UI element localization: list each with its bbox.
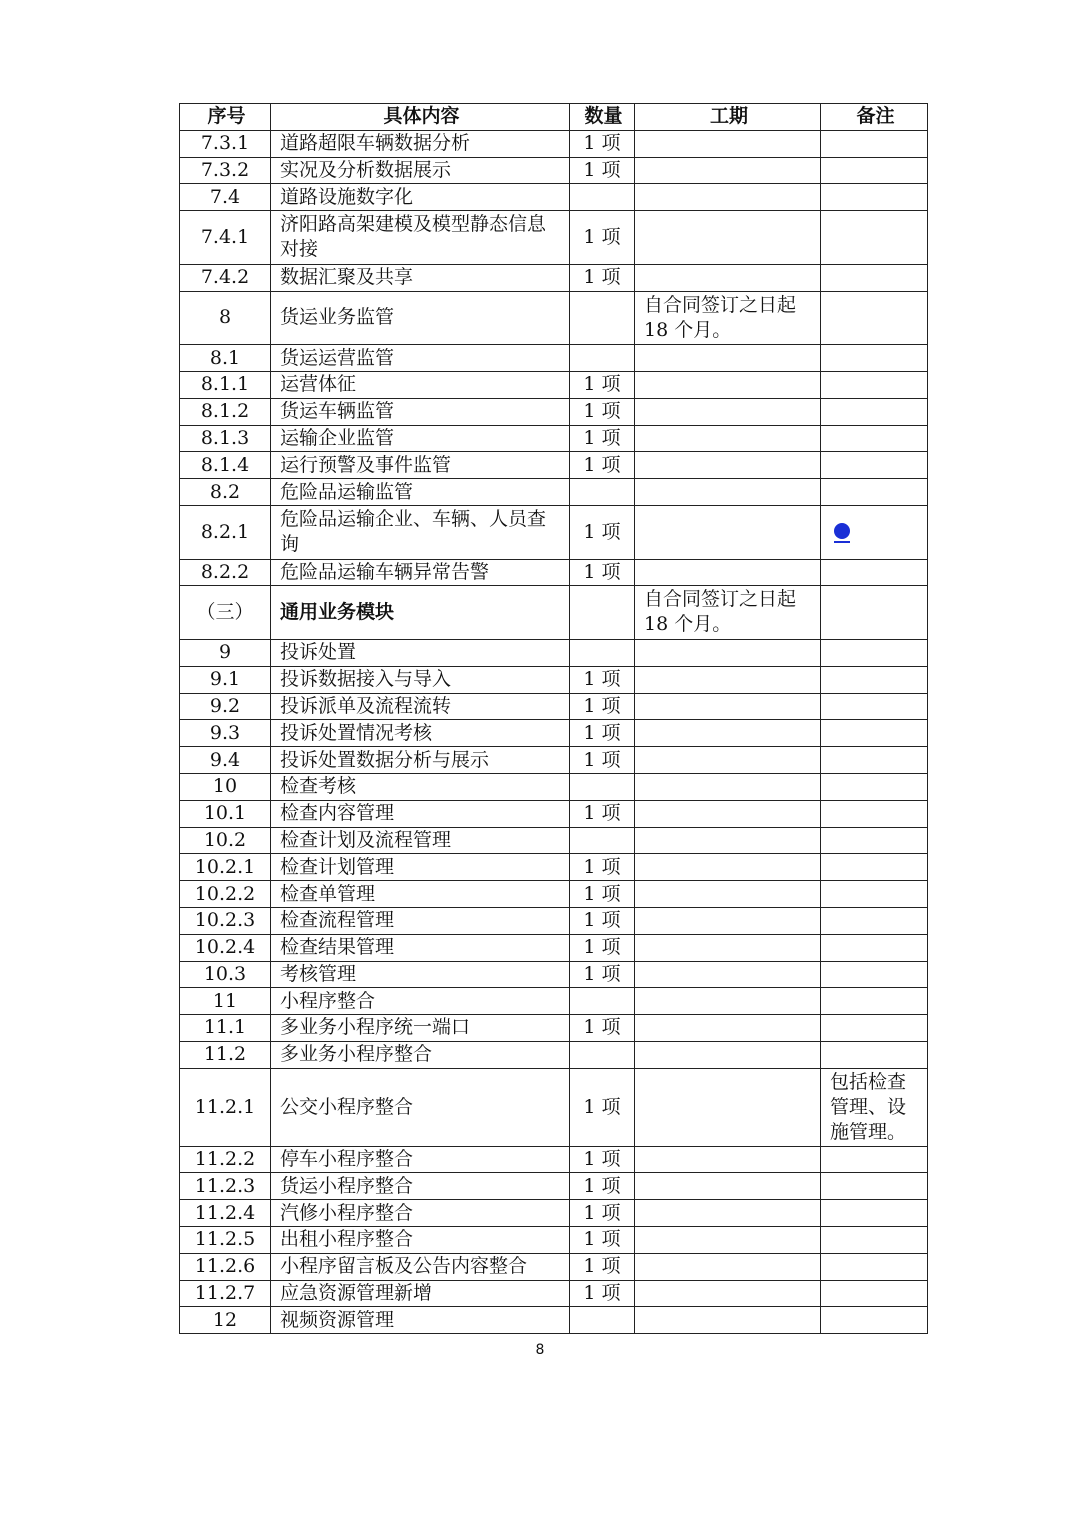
row-serial-cell: 8.1.4 — [180, 452, 271, 479]
row-note-cell — [821, 720, 928, 747]
row-period-cell — [635, 1307, 821, 1334]
row-serial-cell: 11.2.3 — [180, 1173, 271, 1200]
table-row — [180, 264, 928, 291]
row-quantity-cell: 1 项 — [570, 1146, 635, 1173]
row-serial-cell: 10.2 — [180, 827, 271, 854]
row-period-cell — [635, 1280, 821, 1307]
row-content-cell: 检查内容管理 — [271, 800, 570, 827]
row-quantity-cell: 1 项 — [570, 1227, 635, 1254]
row-note-cell — [821, 291, 928, 345]
row-content-cell: 济阳路高架建模及模型静态信息对接 — [271, 211, 570, 265]
row-period-cell — [635, 398, 821, 425]
row-serial-cell: 8.1.1 — [180, 371, 271, 398]
row-serial-cell: 9 — [180, 639, 271, 666]
row-note-cell — [821, 1307, 928, 1334]
row-content-cell: 危险品运输车辆异常告警 — [271, 559, 570, 586]
row-note-cell — [821, 398, 928, 425]
row-period-cell — [635, 773, 821, 800]
row-serial-cell: 11.2.5 — [180, 1227, 271, 1254]
row-note-cell — [821, 586, 928, 640]
row-quantity-cell: 1 项 — [570, 961, 635, 988]
row-period-cell — [635, 1200, 821, 1227]
row-period-cell — [635, 1146, 821, 1173]
row-note-cell: 包括检查管理、设施管理。 — [821, 1068, 928, 1146]
table-row — [180, 586, 928, 640]
row-content-cell: 投诉数据接入与导入 — [271, 666, 570, 693]
row-period-cell — [635, 747, 821, 774]
row-quantity-cell — [570, 639, 635, 666]
table-row — [180, 211, 928, 265]
row-quantity-cell: 1 项 — [570, 666, 635, 693]
row-period-cell — [635, 934, 821, 961]
row-serial-cell: 11.2.2 — [180, 1146, 271, 1173]
header-period: 工期 — [635, 104, 821, 131]
table-row — [180, 693, 928, 720]
row-quantity-cell: 1 项 — [570, 693, 635, 720]
row-quantity-cell: 1 项 — [570, 881, 635, 908]
row-quantity-cell — [570, 184, 635, 211]
row-content-cell: 小程序整合 — [271, 988, 570, 1015]
row-note-cell — [821, 345, 928, 372]
row-content-cell: 实况及分析数据展示 — [271, 157, 570, 184]
table-row — [180, 1041, 928, 1068]
work-items-table — [179, 103, 928, 1334]
header-row — [180, 104, 928, 131]
row-content-cell: 道路超限车辆数据分析 — [271, 130, 570, 157]
row-serial-cell: 11.1 — [180, 1015, 271, 1042]
row-content-cell: 多业务小程序整合 — [271, 1041, 570, 1068]
row-note-cell — [821, 934, 928, 961]
row-content-cell: 货运小程序整合 — [271, 1173, 570, 1200]
row-note-cell — [821, 559, 928, 586]
row-quantity-cell — [570, 291, 635, 345]
row-note-cell — [821, 666, 928, 693]
row-period-cell — [635, 345, 821, 372]
row-note-cell — [821, 1173, 928, 1200]
row-serial-cell: 8.2 — [180, 479, 271, 506]
row-quantity-cell: 1 项 — [570, 157, 635, 184]
row-quantity-cell: 1 项 — [570, 1173, 635, 1200]
row-serial-cell: 8.1.2 — [180, 398, 271, 425]
row-period-cell — [635, 425, 821, 452]
table-row — [180, 1227, 928, 1254]
row-content-cell: 多业务小程序统一端口 — [271, 1015, 570, 1042]
row-serial-cell: 10.3 — [180, 961, 271, 988]
row-content-cell: 运营体征 — [271, 371, 570, 398]
row-note-cell — [821, 988, 928, 1015]
row-quantity-cell: 1 项 — [570, 130, 635, 157]
table-row — [180, 961, 928, 988]
row-note-cell — [821, 693, 928, 720]
row-period-cell — [635, 961, 821, 988]
row-note-cell — [821, 505, 928, 559]
row-note-cell — [821, 961, 928, 988]
row-note-cell — [821, 1041, 928, 1068]
row-note-cell — [821, 211, 928, 265]
table-row — [180, 827, 928, 854]
row-content-cell: 投诉处置情况考核 — [271, 720, 570, 747]
table-row — [180, 130, 928, 157]
table-row — [180, 639, 928, 666]
row-quantity-cell — [570, 345, 635, 372]
row-quantity-cell: 1 项 — [570, 1015, 635, 1042]
row-content-cell: 投诉处置 — [271, 639, 570, 666]
row-quantity-cell: 1 项 — [570, 1280, 635, 1307]
row-note-cell — [821, 1015, 928, 1042]
row-period-cell — [635, 211, 821, 265]
row-period-cell — [635, 639, 821, 666]
table-row — [180, 1068, 928, 1146]
table-row — [180, 184, 928, 211]
row-serial-cell: 7.4 — [180, 184, 271, 211]
row-period-cell — [635, 371, 821, 398]
row-quantity-cell: 1 项 — [570, 1253, 635, 1280]
row-period-cell — [635, 988, 821, 1015]
row-content-cell: 出租小程序整合 — [271, 1227, 570, 1254]
table-row — [180, 773, 928, 800]
row-period-cell — [635, 907, 821, 934]
table-row — [180, 1280, 928, 1307]
row-serial-cell: 10 — [180, 773, 271, 800]
table-row — [180, 1146, 928, 1173]
row-period-cell — [635, 1173, 821, 1200]
row-note-cell — [821, 639, 928, 666]
row-serial-cell: 7.4.1 — [180, 211, 271, 265]
row-content-cell: 停车小程序整合 — [271, 1146, 570, 1173]
table-row — [180, 934, 928, 961]
row-content-cell: 货运运营监管 — [271, 345, 570, 372]
row-period-cell — [635, 720, 821, 747]
row-note-cell — [821, 264, 928, 291]
row-period-cell — [635, 157, 821, 184]
row-content-cell: 运输企业监管 — [271, 425, 570, 452]
row-quantity-cell — [570, 773, 635, 800]
row-quantity-cell: 1 项 — [570, 1200, 635, 1227]
row-serial-cell: 10.2.4 — [180, 934, 271, 961]
row-period-cell — [635, 264, 821, 291]
table-row — [180, 854, 928, 881]
row-content-cell: 汽修小程序整合 — [271, 1200, 570, 1227]
row-note-cell — [821, 854, 928, 881]
row-note-cell — [821, 130, 928, 157]
row-period-cell — [635, 1015, 821, 1042]
row-quantity-cell — [570, 479, 635, 506]
table-row — [180, 881, 928, 908]
table-row — [180, 747, 928, 774]
row-period-cell — [635, 559, 821, 586]
row-period-cell: 自合同签订之日起 18 个月。 — [635, 291, 821, 345]
row-content-cell: 危险品运输企业、车辆、人员查询 — [271, 505, 570, 559]
header-content: 具体内容 — [271, 104, 570, 131]
row-quantity-cell: 1 项 — [570, 747, 635, 774]
row-period-cell — [635, 854, 821, 881]
row-content-cell: 运行预警及事件监管 — [271, 452, 570, 479]
row-serial-cell: 11.2.4 — [180, 1200, 271, 1227]
table-body — [180, 130, 928, 1333]
header-serial: 序号 — [180, 104, 271, 131]
row-period-cell — [635, 693, 821, 720]
row-serial-cell: 7.3.1 — [180, 130, 271, 157]
row-quantity-cell — [570, 586, 635, 640]
row-period-cell — [635, 1041, 821, 1068]
row-serial-cell: 8.2.2 — [180, 559, 271, 586]
row-content-cell: 检查单管理 — [271, 881, 570, 908]
row-serial-cell: 8.1 — [180, 345, 271, 372]
row-serial-cell: 10.2.1 — [180, 854, 271, 881]
row-period-cell — [635, 184, 821, 211]
row-content-cell: 检查结果管理 — [271, 934, 570, 961]
row-content-cell: 危险品运输监管 — [271, 479, 570, 506]
row-note-cell — [821, 479, 928, 506]
table-row — [180, 559, 928, 586]
row-content-cell: 投诉派单及流程流转 — [271, 693, 570, 720]
row-quantity-cell: 1 项 — [570, 211, 635, 265]
table-row — [180, 425, 928, 452]
row-note-cell — [821, 907, 928, 934]
row-note-cell — [821, 773, 928, 800]
row-content-cell: 检查计划管理 — [271, 854, 570, 881]
row-note-cell — [821, 1253, 928, 1280]
row-note-cell — [821, 881, 928, 908]
row-content-cell: 应急资源管理新增 — [271, 1280, 570, 1307]
table-row — [180, 1200, 928, 1227]
row-quantity-cell: 1 项 — [570, 425, 635, 452]
row-quantity-cell: 1 项 — [570, 907, 635, 934]
row-serial-cell: 11 — [180, 988, 271, 1015]
row-period-cell — [635, 827, 821, 854]
row-serial-cell: 10.1 — [180, 800, 271, 827]
row-quantity-cell — [570, 827, 635, 854]
table-row — [180, 157, 928, 184]
row-quantity-cell: 1 项 — [570, 505, 635, 559]
row-note-cell — [821, 1280, 928, 1307]
row-note-cell — [821, 747, 928, 774]
table-row — [180, 988, 928, 1015]
table-row — [180, 371, 928, 398]
row-serial-cell: 9.2 — [180, 693, 271, 720]
header-quantity: 数量 — [570, 104, 635, 131]
row-serial-cell: 11.2.6 — [180, 1253, 271, 1280]
row-quantity-cell: 1 项 — [570, 452, 635, 479]
row-period-cell — [635, 800, 821, 827]
table-row — [180, 291, 928, 345]
table-row — [180, 720, 928, 747]
table-row — [180, 1307, 928, 1334]
row-period-cell — [635, 479, 821, 506]
row-content-cell: 货运车辆监管 — [271, 398, 570, 425]
row-serial-cell: 8.1.3 — [180, 425, 271, 452]
row-quantity-cell: 1 项 — [570, 1068, 635, 1146]
row-note-cell — [821, 452, 928, 479]
row-note-cell — [821, 371, 928, 398]
table-header — [180, 104, 928, 131]
table-row — [180, 907, 928, 934]
row-quantity-cell — [570, 1307, 635, 1334]
row-content-cell: 公交小程序整合 — [271, 1068, 570, 1146]
row-serial-cell: 9.1 — [180, 666, 271, 693]
row-serial-cell: 7.3.2 — [180, 157, 271, 184]
row-content-cell: 视频资源管理 — [271, 1307, 570, 1334]
row-period-cell — [635, 452, 821, 479]
table-row — [180, 345, 928, 372]
row-period-cell — [635, 505, 821, 559]
row-period-cell: 自合同签订之日起 18 个月。 — [635, 586, 821, 640]
row-content-cell: 数据汇聚及共享 — [271, 264, 570, 291]
table-row — [180, 800, 928, 827]
row-period-cell — [635, 130, 821, 157]
row-quantity-cell — [570, 988, 635, 1015]
row-period-cell — [635, 1068, 821, 1146]
row-note-cell — [821, 184, 928, 211]
table-row — [180, 1253, 928, 1280]
row-serial-cell: 11.2 — [180, 1041, 271, 1068]
table-row — [180, 479, 928, 506]
row-quantity-cell: 1 项 — [570, 934, 635, 961]
row-content-cell: 检查流程管理 — [271, 907, 570, 934]
row-serial-cell: 11.2.1 — [180, 1068, 271, 1146]
row-note-cell — [821, 1227, 928, 1254]
row-quantity-cell: 1 项 — [570, 264, 635, 291]
row-serial-cell: 9.4 — [180, 747, 271, 774]
row-quantity-cell: 1 项 — [570, 720, 635, 747]
row-period-cell — [635, 1253, 821, 1280]
row-period-cell — [635, 1227, 821, 1254]
row-serial-cell: 12 — [180, 1307, 271, 1334]
row-content-cell: 检查考核 — [271, 773, 570, 800]
table-row — [180, 666, 928, 693]
row-content-cell: 货运业务监管 — [271, 291, 570, 345]
row-serial-cell: 10.2.2 — [180, 881, 271, 908]
row-quantity-cell: 1 项 — [570, 398, 635, 425]
header-note: 备注 — [821, 104, 928, 131]
row-content-cell: 检查计划及流程管理 — [271, 827, 570, 854]
row-note-cell — [821, 1146, 928, 1173]
row-content-cell: 小程序留言板及公告内容整合 — [271, 1253, 570, 1280]
row-content-cell: 道路设施数字化 — [271, 184, 570, 211]
row-content-cell: 投诉处置数据分析与展示 — [271, 747, 570, 774]
link-dot-icon[interactable] — [834, 523, 850, 539]
row-serial-cell: 10.2.3 — [180, 907, 271, 934]
row-note-cell — [821, 827, 928, 854]
table-row — [180, 505, 928, 559]
row-serial-cell: 9.3 — [180, 720, 271, 747]
row-quantity-cell: 1 项 — [570, 559, 635, 586]
page-number: 8 — [535, 1342, 545, 1358]
row-serial-cell: （三） — [180, 586, 271, 640]
row-serial-cell: 7.4.2 — [180, 264, 271, 291]
row-quantity-cell: 1 项 — [570, 800, 635, 827]
row-content-cell: 考核管理 — [271, 961, 570, 988]
row-period-cell — [635, 666, 821, 693]
row-note-cell — [821, 157, 928, 184]
table-row — [180, 1173, 928, 1200]
row-quantity-cell: 1 项 — [570, 854, 635, 881]
row-quantity-cell — [570, 1041, 635, 1068]
row-serial-cell: 8.2.1 — [180, 505, 271, 559]
row-serial-cell: 8 — [180, 291, 271, 345]
row-note-cell — [821, 800, 928, 827]
row-quantity-cell: 1 项 — [570, 371, 635, 398]
row-content-cell: 通用业务模块 — [271, 586, 570, 640]
table-row — [180, 1015, 928, 1042]
row-note-cell — [821, 425, 928, 452]
row-note-cell — [821, 1200, 928, 1227]
row-serial-cell: 11.2.7 — [180, 1280, 271, 1307]
table-row — [180, 398, 928, 425]
row-period-cell — [635, 881, 821, 908]
table-row — [180, 452, 928, 479]
